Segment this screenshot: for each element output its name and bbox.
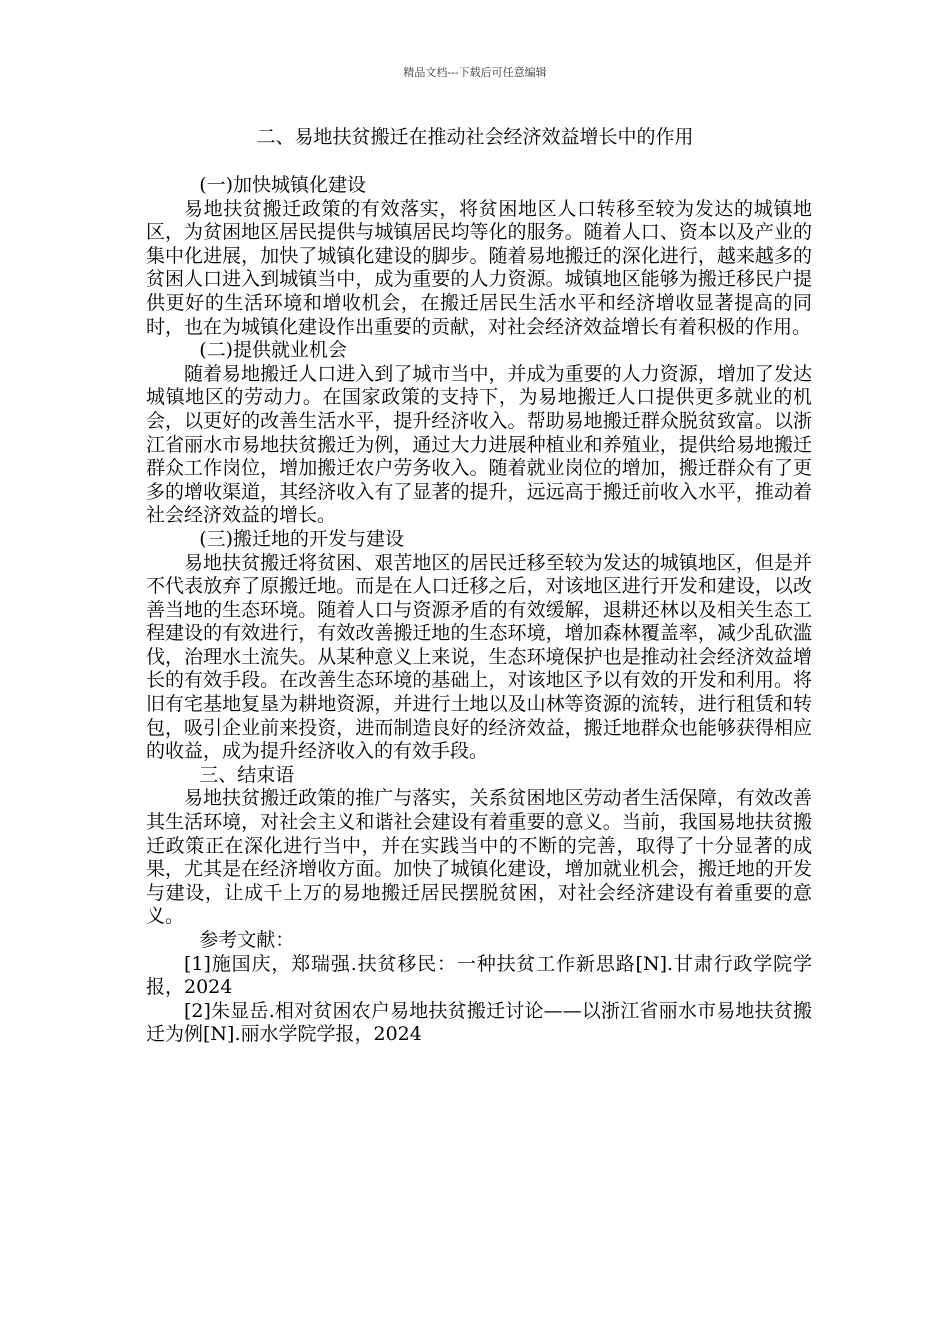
section-title: 二、易地扶贫搬迁在推动社会经济效益增长中的作用 (256, 126, 694, 148)
document-body (146, 174, 812, 1047)
subsection-heading-development: (三)搬迁地的开发与建设 (199, 527, 405, 550)
paragraph-development: 易地扶贫搬迁将贫困、艰苦地区的居民迁移至较为发达的城镇地区，但是并不代表放弃了原搬迁地。而是在人口迁移之后，对该地区进行开发和建设，以改善当地的生态环境。随着人口与资源矛盾的有效缓解，退耕还林以及相关生态工程建设的有效进行，有效改善搬迁地的生态环境，增加森林覆盖率，减少乱砍滥伐，治理水土流失。从某种意义上来说，生态环境保护也是推动社会经济效益增长的有效手段。在改善生态环境的基础上，对该地区予以有效的开发和利用。将旧有宅基地复垦为耕地资源，并进行土地以及山林等资源的流转，进行租赁和转包，吸引企业前来投资，进而制造良好的经济效益，搬迁地群众也能够获得相应的收益，成为提升经济收入的有效手段。 (146, 551, 812, 763)
conclusion-heading: 三、结束语 (199, 763, 295, 786)
reference-item-1: [1]施国庆，郑瑞强.扶贫移民：一种扶贫工作新思路[N].甘肃行政学院学报，2024 (146, 952, 812, 999)
subsection-heading-employment: (二)提供就业机会 (199, 339, 348, 362)
reference-item-2: [2]朱显岳.相对贫困农户易地扶贫搬迁讨论——以浙江省丽水市易地扶贫搬迁为例[N].丽水学院学报，2024 (146, 999, 812, 1046)
paragraph-conclusion: 易地扶贫搬迁政策的推广与落实，关系贫困地区劳动者生活保障，有效改善其生活环境，对社会主义和谐社会建设有着重要的意义。当前，我国易地扶贫搬迁政策正在深化进行当中，并在实践当中的不断的完善，取得了十分显著的成果，尤其是在经济增收方面。加快了城镇化建设，增加就业机会，搬迁地的开发与建设，让成千上万的易地搬迁居民摆脱贫困，对社会经济建设有着重要的意义。 (146, 787, 812, 928)
references-heading: 参考文献： (199, 929, 295, 951)
paragraph-urbanization: 易地扶贫搬迁政策的有效落实，将贫困地区人口转移至较为发达的城镇地区，为贫困地区居民提供与城镇居民均等化的服务。随着人口、资本以及产业的集中化进展，加快了城镇化建设的脚步。随着易地搬迁的深化进行，越来越多的贫困人口进入到城镇当中，成为重要的人力资源。城镇地区能够为搬迁移民户提供更好的生活环境和增收机会，在搬迁居民生活水平和经济增收显著提高的同时，也在为城镇化建设作出重要的贡献，对社会经济效益增长有着积极的作用。 (146, 197, 812, 338)
subsection-heading-urbanization: (一)加快城镇化建设 (199, 174, 367, 196)
header-note: 精品文档---下载后可任意编辑 (403, 66, 547, 79)
paragraph-employment: 随着易地搬迁人口进入到了城市当中，并成为重要的人力资源，增加了发达城镇地区的劳动力。在国家政策的支持下，为易地搬迁人口提供更多就业的机会，以更好的改善生活水平，提升经济收入。帮助易地搬迁群众脱贫致富。以浙江省丽水市易地扶贫搬迁为例，通过大力进展种植业和养殖业，提供给易地搬迁群众工作岗位，增加搬迁农户劳务收入。随着就业岗位的增加，搬迁群众有了更多的增收渠道，其经济收入有了显著的提升，远远高于搬迁前收入水平，推动着社会经济效益的增长。 (146, 362, 812, 527)
